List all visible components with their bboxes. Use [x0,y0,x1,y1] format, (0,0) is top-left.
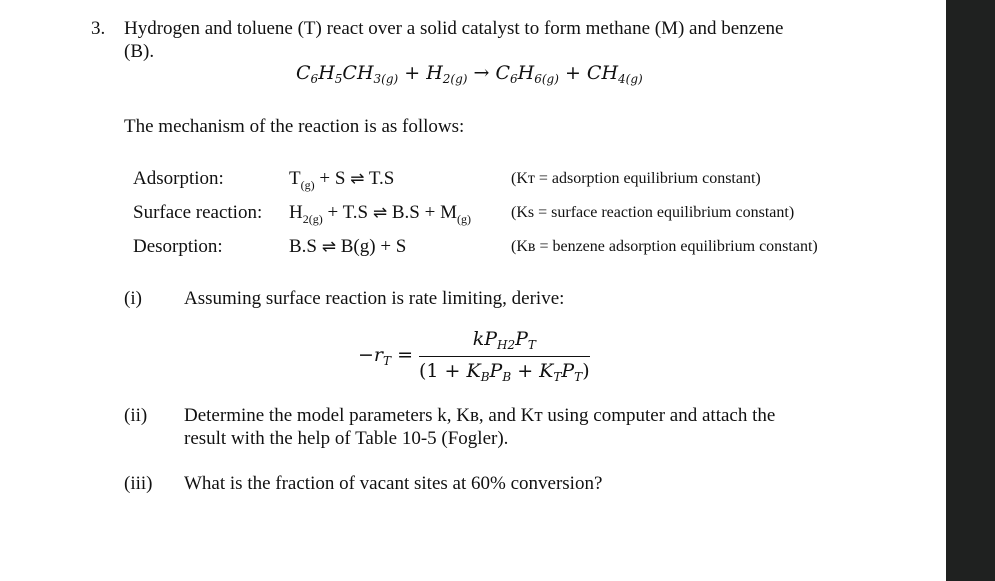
mechanism-constant-note: (Kʙ = benzene adsorption equilibrium constant) [511,238,818,255]
mechanism-step-label: Desorption: [133,236,223,257]
mechanism-intro: The mechanism of the reaction is as follows: [124,116,465,137]
rate-law-equation: $-r_T$ = $\frac{kP_{H2}P_T}{(1 + K_BP_B + K_TP_T)}$ [358,328,590,384]
part-label: (iii) [124,473,153,494]
mechanism-step-label: Adsorption: [133,168,224,189]
part-text: Assuming surface reaction is rate limiting, derive: [184,288,565,309]
mechanism-constant-note: (Kᴛ = adsorption equilibrium constant) [511,170,761,187]
surface-reaction-equation: $H_{2(g)} + T.S$ ⇌ $B.S + M_{(g)}$ [289,202,471,226]
question-intro-line2: (B). [124,41,155,62]
dark-side-panel [946,0,995,581]
part-label: (i) [124,288,142,309]
part-label: (ii) [124,405,148,426]
mechanism-constant-note: (Ks = surface reaction equilibrium constant) [511,204,795,221]
question-intro-line1: Hydrogen and toluene (T) react over a solid catalyst to form methane (M) and benzene [124,18,784,39]
adsorption-equation: $T_{(g)} + S$ ⇌ T.S [289,168,395,192]
desorption-equation: B.S ⇌ B(g) + S [289,236,407,257]
question-number: 3. [91,18,106,39]
part-text: What is the fraction of vacant sites at 60% conversion? [184,473,603,494]
part-text-continued: result with the help of Table 10-5 (Fogler). [184,428,509,449]
overall-reaction-equation: $C_6H_5CH_{3(g)} + H_{2(g)} \to C_6H_{6(g)} + CH_{4(g)}$ [296,62,643,86]
mechanism-step-label: Surface reaction: [133,202,263,223]
part-text: Determine the model parameters k, Kʙ, and Kᴛ using computer and attach the [184,405,776,426]
